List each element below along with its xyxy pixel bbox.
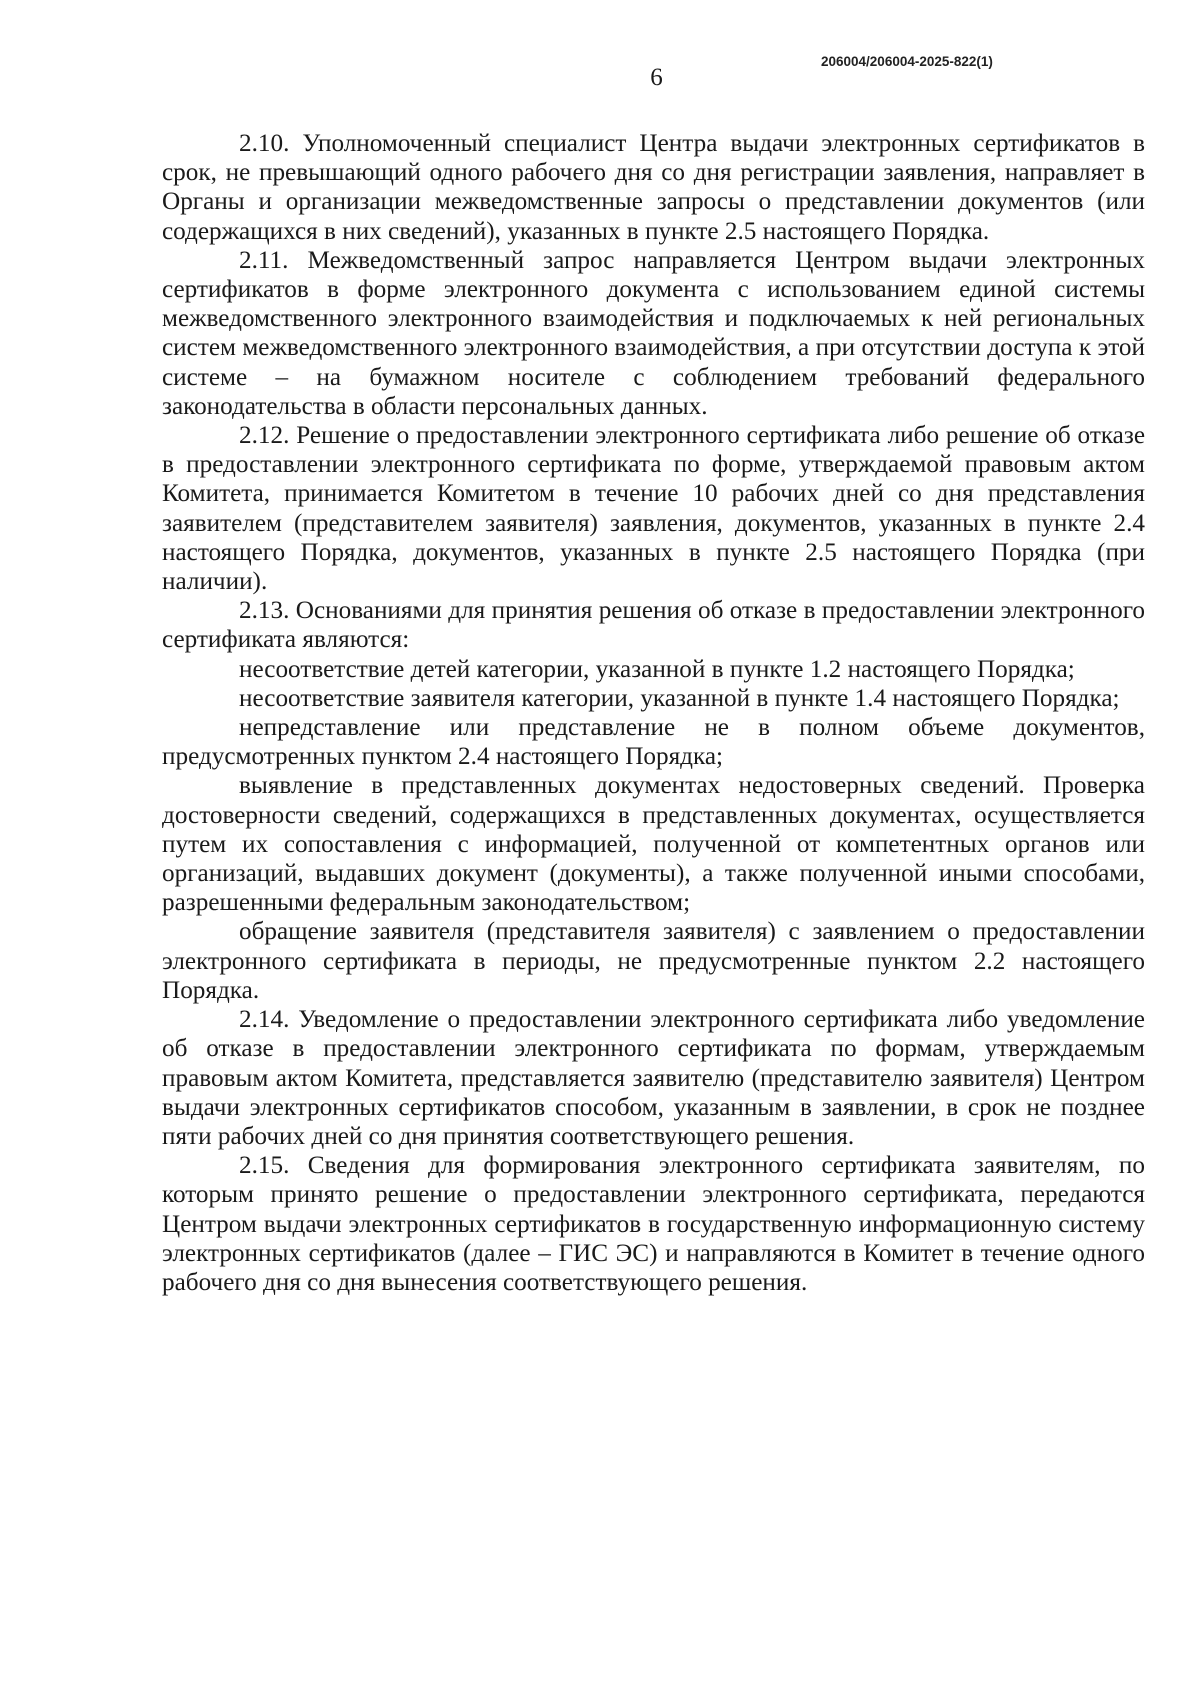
paragraph-2-14: 2.14. Уведомление о предоставлении электронного сертификата либо уведомление об отказе в предоставлении электронного сертификата по формам, утверждаемым правовым актом Комитета, представляется заявителю (представителю заявителя) Центром выдачи электронных сертификатов способом, указанным в заявлении, в срок не позднее пяти рабочих дней со дня принятия соответствующего решения. xyxy=(162,1006,1145,1150)
paragraph-2-11: 2.11. Межведомственный запрос направляется Центром выдачи электронных сертификатов в форме электронного документа с использованием единой системы межведомственного электронного взаимодействия и подключаемых к ней региональных систем межведомственного электронного взаимодействия, а при отсутствии доступа к этой системе – на бумажном носителе с соблюдением требований федерального законодательства в области персональных данных. xyxy=(162,246,1145,420)
refusal-ground-item: несоответствие заявителя категории, указанной в пункте 1.4 настоящего Порядка; xyxy=(239,684,1120,712)
document-body xyxy=(162,129,1145,1297)
paragraph-2-15: 2.15. Сведения для формирования электронного сертификата заявителям, по которым принято решение о предоставлении электронного сертификата, передаются Центром выдачи электронных сертификатов в государственную информационную систему электронных сертификатов (далее – ГИС ЭС) и направляются в Комитет в течение одного рабочего дня со дня вынесения соответствующего решения. xyxy=(162,1152,1145,1296)
paragraph-2-12: 2.12. Решение о предоставлении электронного сертификата либо решение об отказе в предоставлении электронного сертификата по форме, утверждаемой правовым актом Комитета, принимается Комитетом в течение 10 рабочих дней со дня представления заявителем (представителем заявителя) заявления, документов, указанных в пункте 2.4 настоящего Порядка, документов, указанных в пункте 2.5 настоящего Порядка (при наличии). xyxy=(162,422,1145,596)
refusal-ground-item: обращение заявителя (представителя заявителя) с заявлением о предоставлении электронного сертификата в периоды, не предусмотренные пунктом 2.2 настоящего Порядка. xyxy=(162,918,1145,1004)
refusal-ground-item: выявление в представленных документах недостоверных сведений. Проверка достоверности сведений, содержащихся в представленных документах, осуществляется путем их сопоставления с информацией, полученной от компетентных органов или организаций, выдавших документ (документы), а также полученной иными способами, разрешенными федеральным законодательством; xyxy=(162,772,1145,917)
document-id: 206004/206004-2025-822(1) xyxy=(821,54,993,69)
refusal-ground-item: несоответствие детей категории, указанной в пункте 1.2 настоящего Порядка; xyxy=(239,655,1075,683)
page-number: 6 xyxy=(650,64,663,91)
refusal-ground-item: непредставление или представление не в полном объеме документов, предусмотренных пунктом 2.4 настоящего Порядка; xyxy=(162,714,1145,771)
paragraph-2-10: 2.10. Уполномоченный специалист Центра выдачи электронных сертификатов в срок, не превышающий одного рабочего дня со дня регистрации заявления, направляет в Органы и организации межведомственные запросы о представлении документов (или содержащихся в них сведений), указанных в пункте 2.5 настоящего Порядка. xyxy=(162,130,1145,245)
paragraph-2-13: 2.13. Основаниями для принятия решения об отказе в предоставлении электронного сертификата являются: xyxy=(162,597,1145,654)
